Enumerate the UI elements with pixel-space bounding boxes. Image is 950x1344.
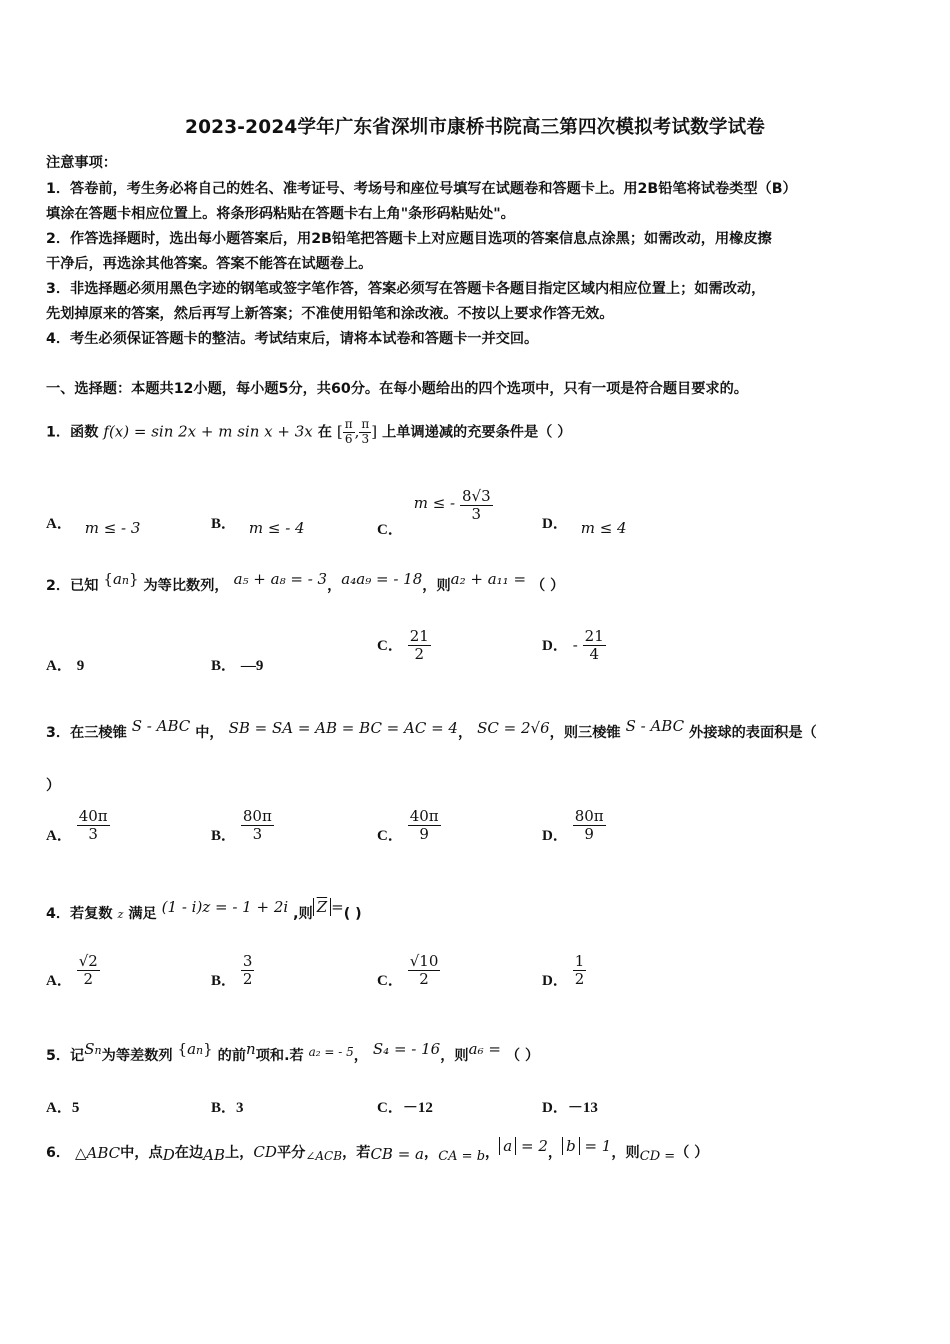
q4-option-d-num: 1 [574,952,585,970]
q5-option-d[interactable]: D．－13 [542,1100,598,1116]
q1-option-c-den: 3 [471,505,482,524]
q4-option-c-den: 2 [419,970,429,989]
q2-suffix: （ ） [530,578,565,594]
q1-mid: 在 [317,424,332,441]
q2-option-c-frac [408,628,431,664]
q4-option-c-num: √10 [409,952,439,970]
q1-function: f(x) = sin 2x + m sin x + 3x [103,422,313,441]
question-1 [46,418,571,447]
q4-mid2: ,则 [293,906,313,922]
q1-option-a-value: m ≤ - 3 [84,519,141,537]
notice-heading: 注意事项： [46,155,117,171]
q3-option-c-den: 9 [419,825,429,844]
q3-option-a[interactable] [46,808,110,844]
q1-option-b-label: B． [211,516,237,532]
q3-option-b-den: 3 [252,825,263,844]
q5-option-a[interactable]: A．5 [46,1100,80,1116]
q3-cond: SB = SA = AB = BC = AC = 4 [228,719,458,737]
q4-option-d-frac [573,953,587,989]
q2-option-d-den: 4 [589,645,599,664]
q1-bracket-left: [ [336,422,343,441]
question-2 [46,570,565,595]
q1-pi3-den: 3 [361,431,370,446]
q2-seq-sub: n [121,574,129,587]
page-title: 2023-2024学年广东省深圳市康桥书院高三第四次模拟考试数学试卷 [185,117,765,138]
q5-seq-a: a [187,1040,197,1058]
notice-line-3: 2．作答选择题时，选出每小题答案后，用2B铅笔把答题卡上对应题目选项的答案信息点涂黑；如需改动，用橡皮擦 [46,231,772,247]
q1-frac-pi6 [343,418,355,447]
q4-abs [313,898,344,916]
q3-option-b-label: B． [211,827,237,844]
q3-mid2: ，则三棱锥 [549,725,621,741]
q5-n: n [246,1040,256,1058]
q1-option-c-frac [460,488,493,524]
notice-line-7: 4．考生必须保证答题卡的整洁。考试结束后，请将本试卷和答题卡一并交回。 [46,331,539,347]
question-4 [46,898,362,923]
q6-ask: CD = [639,1149,676,1164]
q3-option-a-num: 40π [78,807,108,825]
q5-S: S [84,1040,95,1058]
q2-option-d-frac [583,628,606,664]
q6-comma2: ， [485,1145,500,1161]
q1-option-d[interactable] [542,512,627,537]
q3-option-d-den: 9 [584,825,594,844]
q5-ask: a₆ = [468,1040,501,1058]
q3-cond2: SC = 2√6 [477,719,550,737]
q2-option-d-num: 21 [584,627,604,645]
q4-z: z [117,908,124,921]
q6-prefix: 6． [46,1145,71,1161]
q6-b-abs: b [562,1137,580,1155]
q6-mid4: 平分 [276,1145,306,1161]
q3-option-c-frac [408,808,441,844]
q1-option-a[interactable] [46,512,141,537]
q4-option-d[interactable] [542,953,586,989]
q2-prefix: 2．已知 [46,578,99,594]
question-3 [46,717,817,742]
q1-pi6-num: π [344,417,353,431]
notice-line-1: 1．答卷前，考生务必将自己的姓名、准考证号、考场号和座位号填写在试题卷和答题卡上。用2B铅笔将试卷类型（B） [46,181,797,197]
q6-cb: CB = a [370,1145,425,1163]
q4-option-c-frac [408,953,441,989]
q4-eqsign: = [331,898,344,916]
q4-option-a[interactable] [46,953,100,989]
q6-mid2: 在边 [174,1145,204,1161]
q5-option-c[interactable]: C．－12 [377,1100,433,1116]
q4-option-b[interactable] [211,953,254,989]
q5-prefix: 5．记 [46,1048,85,1064]
question-6 [46,1137,709,1164]
q3-comma: ， [457,725,473,741]
q5-seq-sub: n [196,1044,204,1057]
q1-pi3-num: π [361,417,370,431]
q3-option-a-frac [77,808,110,844]
q4-suffix: ( ) [343,906,362,922]
q1-option-c-num: 8√3 [462,487,491,505]
q6-a-abs: a [499,1137,516,1155]
q3-option-b-num: 80π [242,807,272,825]
q6-mid3: 上， [225,1145,254,1161]
q5-Sn [84,1040,101,1058]
q3-option-c[interactable] [377,808,441,844]
q1-suffix: 上单调递减的充要条件是（ ） [382,424,572,441]
q6-D: D [162,1146,175,1164]
q5-mid4: ，则 [440,1048,469,1064]
q3-pyramid-2: S - ABC [625,717,685,735]
q4-option-b-label: B． [211,972,237,989]
q2-option-a[interactable] [46,654,84,675]
q2-option-a-label: A． [46,658,72,674]
q2-option-c[interactable] [377,628,431,664]
q1-option-c-label: C． [377,521,403,538]
q3-pyramid: S - ABC [131,717,191,735]
q6-mid6: ，则 [611,1145,640,1161]
q4-option-b-den: 2 [242,970,253,989]
q6-comma3: ， [547,1145,563,1161]
q5-cond1: a₂ = - 5 [308,1045,354,1059]
notice-line-4: 干净后，再选涂其他答案。答案不能答在试题卷上。 [46,256,373,272]
q2-mid1: 为等比数列， [143,578,229,594]
q3-option-a-den: 3 [88,825,98,844]
q4-prefix: 4．若复数 [46,906,113,922]
q6-angle: ∠ACB [305,1149,343,1163]
q2-cond1: a₅ + a₈ = - 3 [233,570,328,588]
q3-close: ） [46,778,61,794]
q3-option-c-label: C． [377,827,403,844]
q2-option-d-sign: - [572,635,578,654]
q6-b-norm [562,1137,611,1155]
q2-option-b-value: —9 [240,658,264,674]
q5-mid2: 的前 [217,1048,247,1064]
q5-mid3: 项和.若 [255,1048,304,1064]
q1-pi6-den: 6 [344,431,353,446]
q5-mid1: 为等差数列 [101,1048,173,1064]
q3-mid1: 中， [195,725,224,741]
q6-a-norm [499,1137,548,1155]
q4-option-a-num: √2 [78,952,98,970]
q6-a-val: = 2 [520,1137,548,1155]
q1-bracket-right: ] [371,422,378,441]
q1-option-b[interactable] [211,512,305,537]
q6-comma: ， [424,1145,439,1161]
notice-line-2: 填涂在答题卡相应位置上。将条形码粘贴在答题卡右上角"条形码粘贴处"。 [46,206,515,222]
q4-equation: (1 - i)z = - 1 + 2i [161,898,289,916]
q2-option-a-value: 9 [76,658,85,674]
q6-ca: CA = b [438,1149,486,1164]
notice-line-6: 先划掉原来的答案，然后再写上新答案；不准使用铅笔和涂改液。不按以上要求作答无效。 [46,306,614,322]
q4-option-a-label: A． [46,972,72,989]
q3-prefix: 3．在三棱锥 [46,725,127,741]
q4-option-b-num: 3 [242,952,253,970]
q3-option-c-num: 40π [409,807,439,825]
q4-option-d-label: D． [542,972,568,989]
q2-option-c-den: 2 [414,645,425,664]
q6-mid5: ，若 [342,1145,371,1161]
q2-option-d[interactable] [542,628,606,664]
q2-seq-a: a [112,570,122,588]
q2-mid2: ，则 [422,578,451,594]
q1-option-a-label: A． [46,516,72,532]
q1-comma: , [354,422,360,441]
q2-option-b[interactable] [211,654,263,675]
q3-option-a-label: A． [46,827,72,844]
q1-option-c-value: m ≤ - [413,493,456,512]
section-heading: 一、选择题：本题共12小题，每小题5分，共60分。在每小题给出的四个选项中，只有一项是符合题目要求的。 [46,381,748,397]
q5-option-b[interactable]: B．3 [211,1100,244,1116]
q2-cond2: a₄a₉ = - 18 [341,570,423,588]
q4-option-a-frac [77,953,100,989]
q5-S-sub: n [94,1044,102,1057]
q3-option-b[interactable] [211,808,274,844]
q4-mid: 满足 [128,906,157,922]
q2-ask: a₂ + a₁₁ = [450,570,527,588]
q3-option-d-label: D． [542,827,568,844]
q2-sequence: {an} [103,570,139,588]
q6-suffix: （ ） [675,1145,709,1161]
q4-option-c[interactable] [377,953,440,989]
q2-option-d-label: D． [542,637,568,654]
notice-line-5: 3．非选择题必须用黑色字迹的钢笔或签字笔作答，答案必须写在答题卡各题目指定区域内相应位置上；如需改动， [46,281,766,297]
q5-sequence: {an} [177,1040,213,1058]
q1-option-d-label: D． [542,516,568,532]
q5-cond2: S₄ = - 16 [372,1040,441,1058]
q6-AB: AB [203,1146,226,1164]
question-5 [46,1040,540,1065]
q4-option-a-den: 2 [83,970,94,989]
q1-option-b-value: m ≤ - 4 [248,519,305,537]
q3-suffix: 外接球的表面积是（ [689,725,817,741]
q1-prefix: 1．函数 [46,424,99,441]
q3-option-d-num: 80π [574,807,604,825]
q3-option-d[interactable] [542,808,606,844]
q2-option-c-label: C． [377,637,403,654]
q1-frac-pi3 [359,418,371,447]
q5-suffix: （ ） [505,1048,540,1064]
q5-comma: ， [353,1048,368,1064]
q3-option-b-frac [241,808,274,844]
q4-option-c-label: C． [377,972,403,989]
q1-option-d-value: m ≤ 4 [580,519,627,537]
q2-comma: ， [327,578,342,594]
q1-option-c[interactable] [377,487,493,538]
q6-CD: CD [253,1143,277,1161]
q2-option-b-label: B． [211,658,237,674]
q6-b-val: = 1 [584,1137,612,1155]
q2-option-c-num: 21 [409,627,429,645]
q6-triangle: △ABC [75,1144,121,1162]
q6-mid1: 中，点 [120,1145,163,1161]
q4-option-d-den: 2 [574,970,585,989]
q4-option-b-frac [241,953,255,989]
q3-option-d-frac [573,808,606,844]
q4-absz: $\overline{Z}$ [313,898,331,916]
